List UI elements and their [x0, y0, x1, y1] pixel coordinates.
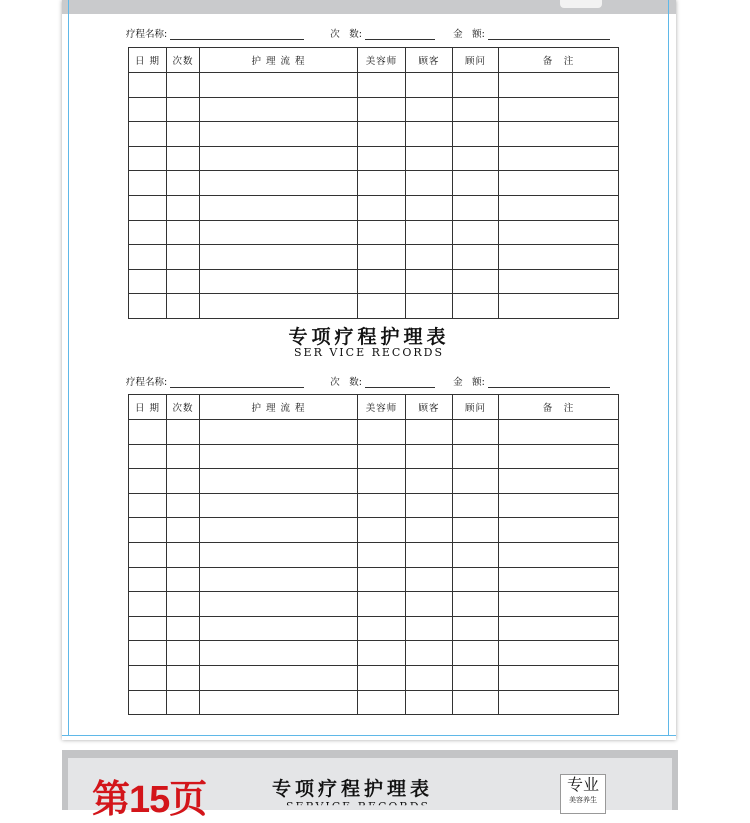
table-cell [499, 122, 619, 147]
table-cell [406, 269, 453, 294]
amount-label: 金 额: [453, 29, 485, 40]
table-row [129, 665, 619, 690]
table-row [129, 567, 619, 592]
trim-guide-right [668, 0, 669, 735]
table-cell [200, 122, 358, 147]
table-cell [200, 171, 358, 196]
table-cell [200, 420, 358, 445]
table-cell [499, 245, 619, 270]
table-cell [167, 444, 200, 469]
table-cell [453, 542, 499, 567]
table-cell [167, 420, 200, 445]
table-cell [499, 73, 619, 98]
table-row [129, 420, 619, 445]
table-cell [499, 641, 619, 666]
table-cell [358, 493, 406, 518]
record-table-bottom [128, 394, 619, 715]
table-cell [406, 641, 453, 666]
col-count: 次数 [167, 395, 200, 420]
trim-guide-left [68, 0, 69, 735]
next-page-title: 专项疗程护理表 [272, 778, 434, 800]
table-cell [499, 542, 619, 567]
table-cell [453, 220, 499, 245]
table-cell [406, 444, 453, 469]
table-cell [406, 592, 453, 617]
table-cell [129, 245, 167, 270]
table-cell [499, 444, 619, 469]
table-cell [406, 469, 453, 494]
table-cell [499, 665, 619, 690]
table-cell [358, 567, 406, 592]
table-cell [167, 690, 200, 715]
col-count: 次数 [167, 48, 200, 73]
col-customer: 顾客 [406, 395, 453, 420]
table-cell [200, 542, 358, 567]
section-subtitle: SER VICE RECORDS [294, 346, 444, 359]
table-row [129, 444, 619, 469]
table-cell [129, 641, 167, 666]
treatment-name-blank [170, 377, 304, 388]
table-cell [453, 245, 499, 270]
table-cell [200, 195, 358, 220]
table-cell [167, 73, 200, 98]
table-cell [200, 592, 358, 617]
table-cell [167, 97, 200, 122]
table-cell [129, 469, 167, 494]
table-cell [499, 567, 619, 592]
table-cell [499, 469, 619, 494]
amount-blank [488, 377, 610, 388]
table-cell [358, 269, 406, 294]
table-cell [453, 97, 499, 122]
badge-top-text: 专业 [566, 775, 599, 794]
table-cell [200, 444, 358, 469]
table-cell [167, 146, 200, 171]
table-row [129, 195, 619, 220]
table-cell [167, 493, 200, 518]
table-cell [453, 122, 499, 147]
table-cell [406, 146, 453, 171]
treatment-name-blank [170, 29, 304, 40]
table-cell [200, 146, 358, 171]
table-cell [453, 146, 499, 171]
table-cell [453, 665, 499, 690]
table-cell [129, 73, 167, 98]
table-row [129, 245, 619, 270]
table-cell [129, 444, 167, 469]
table-cell [453, 171, 499, 196]
table-row [129, 592, 619, 617]
table-cell [200, 567, 358, 592]
col-date: 日 期 [129, 48, 167, 73]
table-cell [453, 690, 499, 715]
table-cell [200, 616, 358, 641]
table-cell [406, 493, 453, 518]
table-cell [406, 245, 453, 270]
table-cell [167, 616, 200, 641]
table-cell [200, 269, 358, 294]
table-cell [406, 73, 453, 98]
table-cell [499, 195, 619, 220]
table-row [129, 493, 619, 518]
table-cell [499, 294, 619, 319]
col-notes: 备 注 [499, 395, 619, 420]
table-cell [129, 269, 167, 294]
table-cell [358, 469, 406, 494]
table-cell [499, 269, 619, 294]
table-cell [200, 493, 358, 518]
next-page-preview [62, 750, 678, 821]
table-cell [406, 542, 453, 567]
table-cell [129, 146, 167, 171]
table-cell [406, 690, 453, 715]
table-cell [358, 542, 406, 567]
table-cell [453, 269, 499, 294]
col-process: 护 理 流 程 [200, 48, 358, 73]
table-cell [453, 567, 499, 592]
table-cell [499, 420, 619, 445]
table-cell [167, 269, 200, 294]
count-label: 次 数: [330, 377, 362, 388]
table-row [129, 616, 619, 641]
table-cell [499, 690, 619, 715]
badge-bottom-text: 美容养生 [569, 796, 597, 804]
table-cell [406, 518, 453, 543]
table-cell [167, 245, 200, 270]
table-cell [129, 294, 167, 319]
record-table-top [128, 47, 619, 319]
table-cell [406, 195, 453, 220]
table-cell [129, 616, 167, 641]
table-cell [358, 294, 406, 319]
table-cell [167, 542, 200, 567]
table-cell [200, 97, 358, 122]
table-cell [167, 294, 200, 319]
table-cell [453, 73, 499, 98]
table-cell [200, 518, 358, 543]
col-customer: 顾客 [406, 48, 453, 73]
table-row [129, 146, 619, 171]
col-notes: 备 注 [499, 48, 619, 73]
table-cell [200, 245, 358, 270]
table-cell [499, 171, 619, 196]
table-cell [358, 665, 406, 690]
table-row [129, 641, 619, 666]
table-cell [200, 294, 358, 319]
table-cell [358, 245, 406, 270]
col-date: 日 期 [129, 395, 167, 420]
table-cell [453, 616, 499, 641]
table-cell [358, 171, 406, 196]
count-blank [365, 377, 435, 388]
table-cell [200, 73, 358, 98]
table-row [129, 518, 619, 543]
treatment-name-label: 疗程名称: [126, 29, 168, 40]
table-row [129, 469, 619, 494]
amount-blank [488, 29, 610, 40]
table-cell [499, 616, 619, 641]
table-cell [358, 420, 406, 445]
section-title: 专项疗程护理表 [288, 326, 450, 348]
table-row [129, 122, 619, 147]
table-row [129, 73, 619, 98]
table-cell [499, 146, 619, 171]
table-cell [358, 592, 406, 617]
col-consultant: 顾问 [453, 395, 499, 420]
table-cell [406, 294, 453, 319]
count-label: 次 数: [330, 29, 362, 40]
table-cell [453, 592, 499, 617]
trim-guide-bottom [62, 735, 676, 736]
table-cell [358, 146, 406, 171]
table-row [129, 171, 619, 196]
table-cell [358, 690, 406, 715]
table-cell [129, 195, 167, 220]
table-cell [129, 493, 167, 518]
table-cell [453, 420, 499, 445]
table-cell [200, 220, 358, 245]
table-cell [406, 616, 453, 641]
table-row [129, 294, 619, 319]
table-row [129, 542, 619, 567]
page-number-label: 第15页 [92, 779, 207, 821]
table-cell [358, 616, 406, 641]
table-cell [129, 592, 167, 617]
amount-label: 金 额: [453, 377, 485, 388]
table-row [129, 220, 619, 245]
table-cell [200, 641, 358, 666]
table-row [129, 269, 619, 294]
brand-badge [560, 774, 606, 814]
table-cell [129, 171, 167, 196]
table-cell [453, 444, 499, 469]
table-cell [453, 493, 499, 518]
table-cell [358, 97, 406, 122]
col-process: 护 理 流 程 [200, 395, 358, 420]
table-cell [129, 665, 167, 690]
table-cell [358, 195, 406, 220]
table-cell [167, 567, 200, 592]
table-cell [200, 690, 358, 715]
table-cell [453, 518, 499, 543]
table-cell [358, 73, 406, 98]
col-beautician: 美容师 [358, 395, 406, 420]
table-cell [167, 195, 200, 220]
table-cell [129, 220, 167, 245]
table-cell [167, 665, 200, 690]
table-cell [129, 122, 167, 147]
table-cell [406, 171, 453, 196]
table-cell [358, 220, 406, 245]
table-header-row [129, 395, 619, 420]
table-cell [358, 444, 406, 469]
table-cell [499, 493, 619, 518]
table-cell [406, 420, 453, 445]
table-body-top [129, 73, 619, 319]
table-cell [129, 690, 167, 715]
table-cell [129, 97, 167, 122]
count-blank [365, 29, 435, 40]
table-cell [129, 518, 167, 543]
table-cell [453, 469, 499, 494]
table-cell [453, 195, 499, 220]
col-beautician: 美容师 [358, 48, 406, 73]
table-cell [499, 518, 619, 543]
table-cell [453, 294, 499, 319]
table-cell [406, 220, 453, 245]
form-header-bottom [126, 374, 610, 388]
table-cell [167, 220, 200, 245]
table-cell [129, 542, 167, 567]
table-row [129, 97, 619, 122]
table-cell [167, 469, 200, 494]
form-header-top [126, 26, 610, 40]
table-cell [406, 567, 453, 592]
treatment-name-label: 疗程名称: [126, 377, 168, 388]
table-cell [406, 665, 453, 690]
table-cell [358, 641, 406, 666]
table-row [129, 690, 619, 715]
table-cell [358, 518, 406, 543]
table-cell [167, 122, 200, 147]
table-cell [167, 518, 200, 543]
table-cell [453, 641, 499, 666]
table-cell [200, 469, 358, 494]
table-cell [499, 592, 619, 617]
table-cell [406, 122, 453, 147]
right-margin [688, 0, 750, 745]
table-cell [167, 592, 200, 617]
table-cell [167, 641, 200, 666]
table-cell [167, 171, 200, 196]
col-consultant: 顾问 [453, 48, 499, 73]
table-cell [129, 567, 167, 592]
table-cell [406, 97, 453, 122]
table-cell [200, 665, 358, 690]
table-cell [358, 122, 406, 147]
page-tab [560, 0, 602, 8]
table-cell [499, 220, 619, 245]
table-cell [499, 97, 619, 122]
form-page [62, 0, 676, 740]
table-body-bottom [129, 420, 619, 715]
table-header-row [129, 48, 619, 73]
left-margin [0, 0, 62, 745]
table-cell [129, 420, 167, 445]
